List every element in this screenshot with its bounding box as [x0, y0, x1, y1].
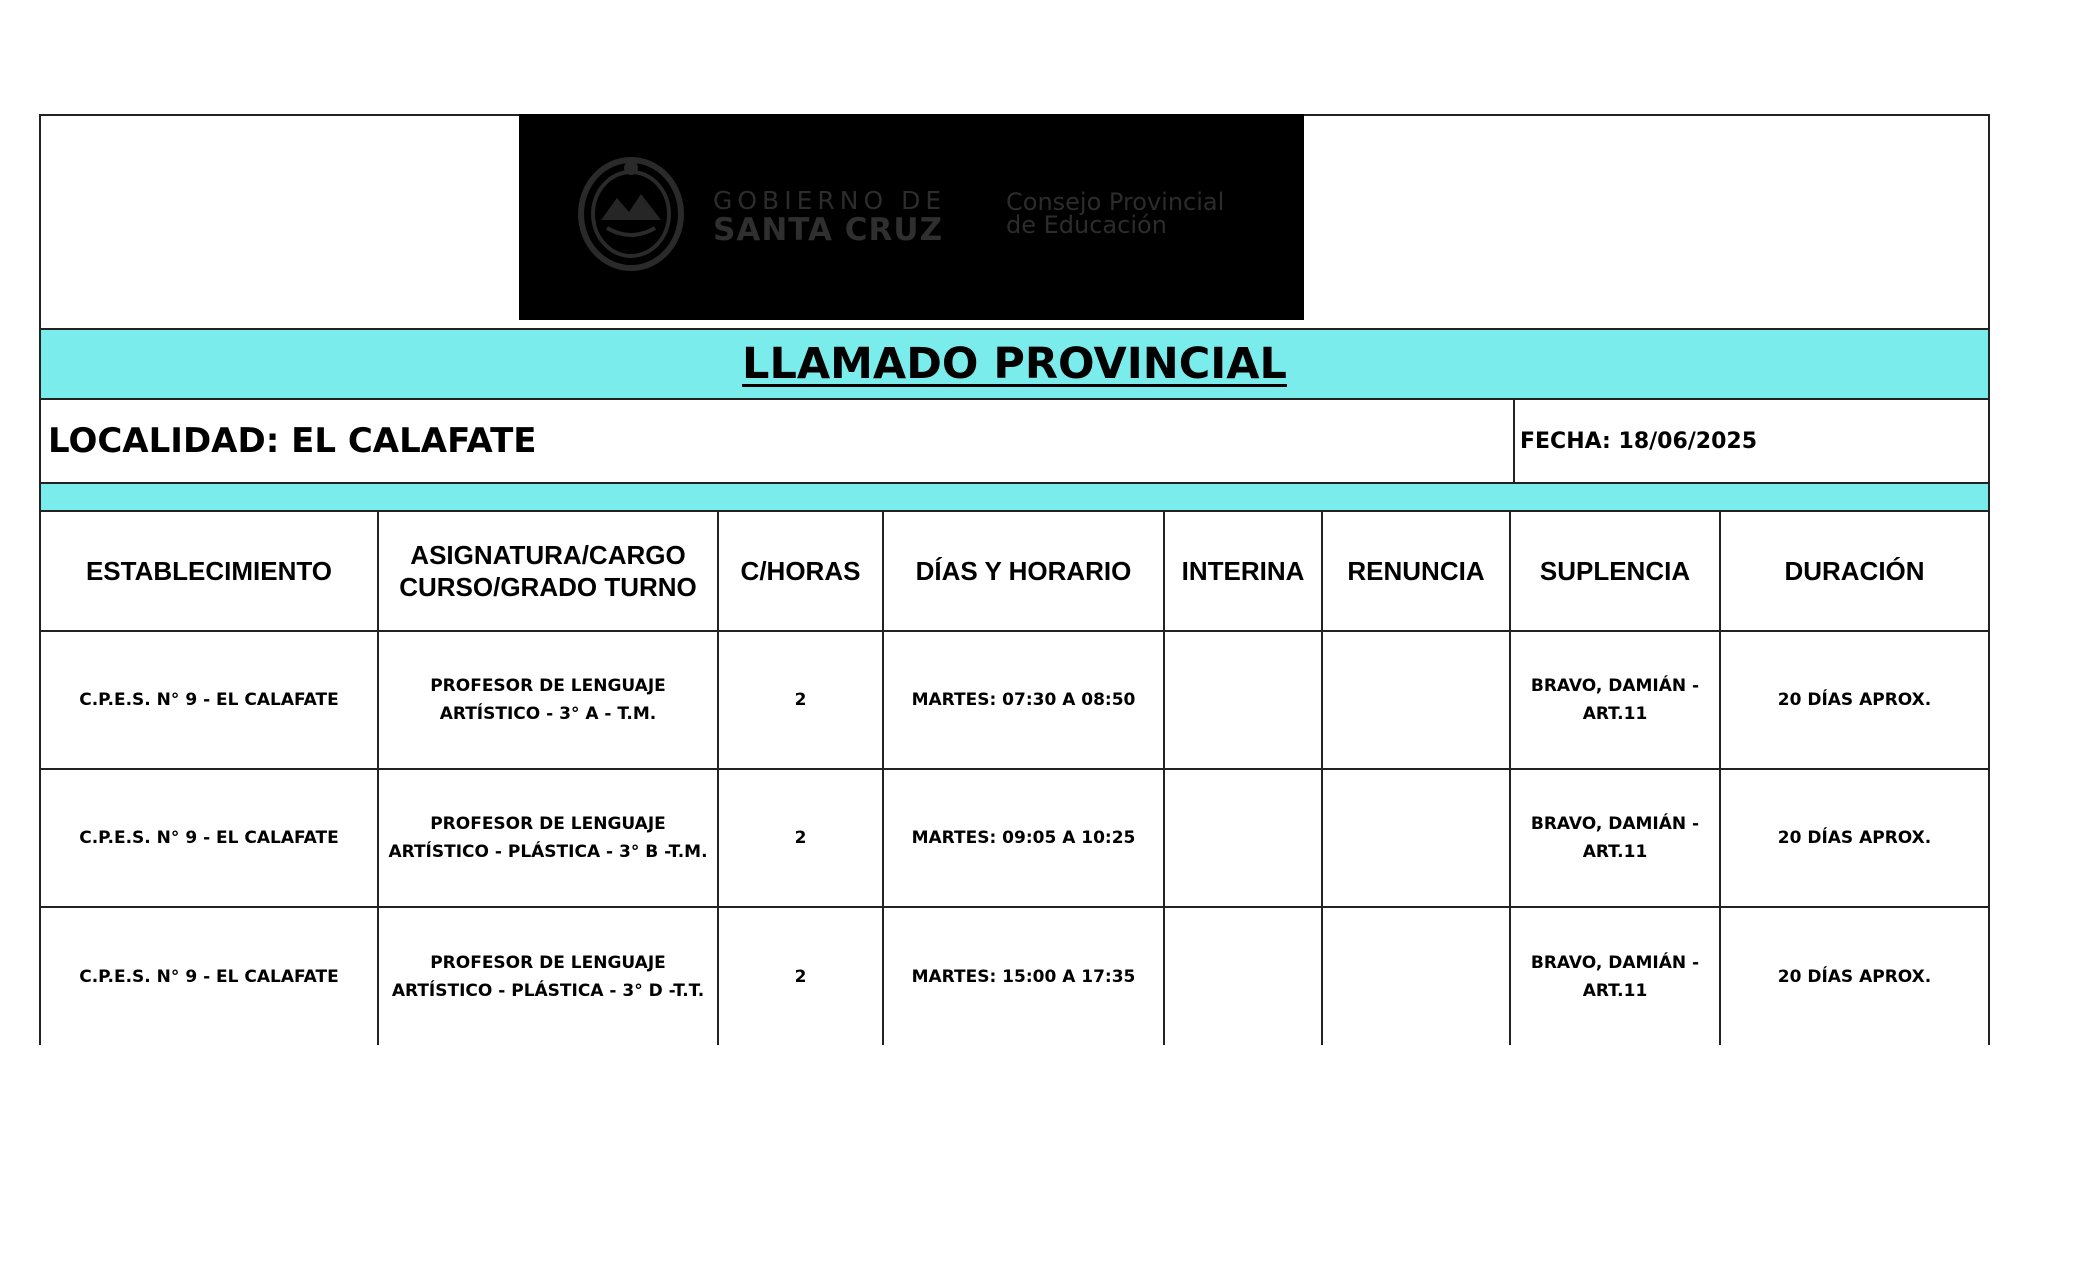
column-header-duracion: DURACIÓN	[1720, 512, 1988, 631]
title-band	[41, 330, 1988, 400]
government-logo	[519, 114, 1304, 320]
cell-asignatura: PROFESOR DE LENGUAJE ARTÍSTICO - PLÁSTICA - 3° D -T.T.	[378, 907, 718, 1045]
table-row	[41, 907, 1988, 1045]
table-row	[41, 769, 1988, 907]
column-header-establecimiento: ESTABLECIMIENTO	[41, 512, 378, 631]
cell-interina	[1164, 769, 1322, 907]
cell-horas: 2	[718, 631, 883, 769]
cell-horario: MARTES: 15:00 A 17:35	[883, 907, 1164, 1045]
column-header-horas: C/HORAS	[718, 512, 883, 631]
provincial-seal-icon	[577, 154, 685, 272]
logo-row	[41, 116, 1988, 330]
cell-interina	[1164, 907, 1322, 1045]
cell-renuncia	[1322, 769, 1510, 907]
cell-horas: 2	[718, 907, 883, 1045]
column-header-suplencia: SUPLENCIA	[1510, 512, 1720, 631]
separator-band	[41, 484, 1988, 512]
cell-suplencia: BRAVO, DAMIÁN - ART.11	[1510, 769, 1720, 907]
document-sheet	[39, 114, 1990, 1045]
logo-text-line1: GOBIERNO DE	[713, 186, 947, 215]
column-header-renuncia: RENUNCIA	[1322, 512, 1510, 631]
cell-asignatura: PROFESOR DE LENGUAJE ARTÍSTICO - PLÁSTICA - 3° B -T.M.	[378, 769, 718, 907]
cell-horario: MARTES: 07:30 A 08:50	[883, 631, 1164, 769]
cell-duracion: 20 DÍAS APROX.	[1720, 769, 1988, 907]
logo-org-line1: Consejo Provincial	[1006, 188, 1225, 216]
column-header-horario: DÍAS Y HORARIO	[883, 512, 1164, 631]
logo-text-line2: SANTA CRUZ	[713, 212, 944, 248]
cell-establecimiento: C.P.E.S. N° 9 - EL CALAFATE	[41, 631, 378, 769]
table-row	[41, 631, 1988, 769]
cell-asignatura: PROFESOR DE LENGUAJE ARTÍSTICO - 3° A - T.M.	[378, 631, 718, 769]
cell-renuncia	[1322, 907, 1510, 1045]
cell-duracion: 20 DÍAS APROX.	[1777, 966, 1932, 987]
cell-establecimiento: C.P.E.S. N° 9 - EL CALAFATE	[41, 907, 378, 1045]
table-header-row	[41, 512, 1988, 631]
cell-suplencia: BRAVO, DAMIÁN - ART.11	[1510, 631, 1720, 769]
document-title: LLAMADO PROVINCIAL	[742, 339, 1287, 389]
date-label: FECHA: 18/06/2025	[1520, 428, 1758, 454]
column-header-asignatura: ASIGNATURA/CARGO CURSO/GRADO TURNO	[378, 512, 718, 631]
column-header-interina: INTERINA	[1164, 512, 1322, 631]
cell-horas: 2	[718, 769, 883, 907]
locality-row	[41, 400, 1988, 484]
cell-establecimiento: C.P.E.S. N° 9 - EL CALAFATE	[41, 769, 378, 907]
cell-renuncia	[1322, 631, 1510, 769]
logo-org-line2: de Educación	[1006, 211, 1167, 239]
positions-table	[41, 512, 1988, 1045]
cell-suplencia: BRAVO, DAMIÁN - ART.11	[1510, 907, 1720, 1045]
locality-label: LOCALIDAD: EL CALAFATE	[41, 400, 1515, 482]
cell-duracion: 20 DÍAS APROX.	[1720, 631, 1988, 769]
cell-interina	[1164, 631, 1322, 769]
cell-horario: MARTES: 09:05 A 10:25	[883, 769, 1164, 907]
